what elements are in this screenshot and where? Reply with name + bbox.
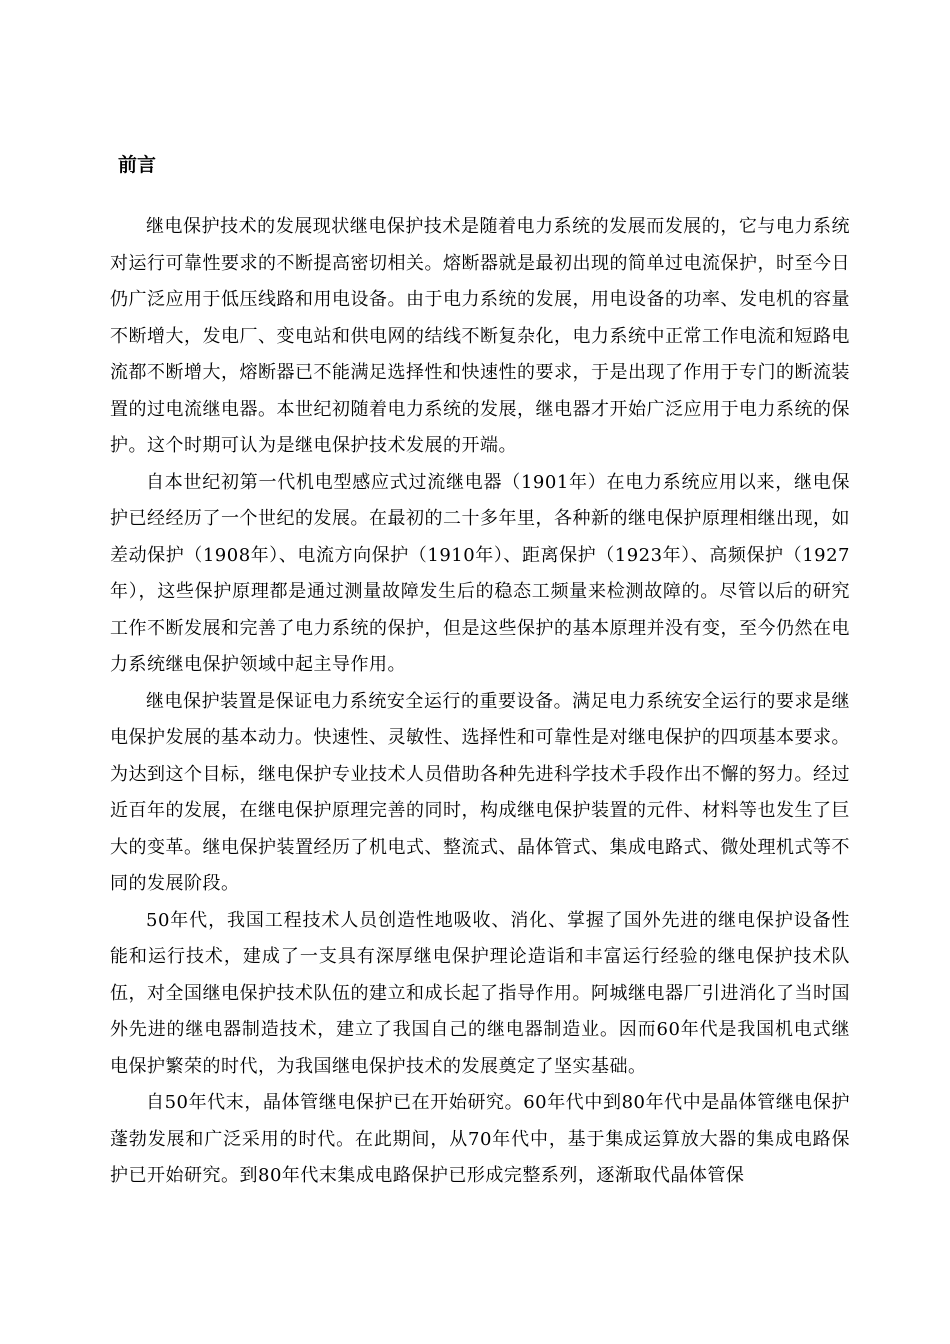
- paragraph-1: 继电保护技术的发展现状继电保护技术是随着电力系统的发展而发展的，它与电力系统对运行可靠性要求的不断提高密切相关。熔断器就是最初出现的简单过电流保护，时至今日仍广泛应用于低压线路和用电设备。由于电力系统的发展，用电设备的功率、发电机的容量不断增大，发电厂、变电站和供电网的结线不断复杂化，电力系统中正常工作电流和短路电流都不断增大，熔断器已不能满足选择性和快速性的要求，于是出现了作用于专门的断流装置的过电流继电器。本世纪初随着电力系统的发展，继电器才开始广泛应用于电力系统的保护。这个时期可认为是继电保护技术发展的开端。: [110, 216, 850, 456]
- paragraph-2: 自本世纪初第一代机电型感应式过流继电器（1901年）在电力系统应用以来，继电保护已经经历了一个世纪的发展。在最初的二十多年里，各种新的继电保护原理相继出现，如差动保护（1908年）、电流方向保护（1910年）、距离保护（1923年）、高频保护（1927年），这些保护原理都是通过测量故障发生后的稳态工频量来检测故障的。尽管以后的研究工作不断发展和完善了电力系统的保护，但是这些保护的基本原理并没有变，至今仍然在电力系统继电保护领域中起主导作用。: [110, 471, 850, 675]
- page-title: 前言: [118, 154, 157, 176]
- paragraph-4: 50年代，我国工程技术人员创造性地吸收、消化、掌握了国外先进的继电保护设备性能和运行技术，建成了一支具有深厚继电保护理论造诣和丰富运行经验的继电保护技术队伍，对全国继电保护技术队伍的建立和成长起了指导作用。阿城继电器厂引进消化了当时国外先进的继电器制造技术，建立了我国自己的继电器制造业。因而60年代是我国机电式继电保护繁荣的时代，为我国继电保护技术的发展奠定了坚实基础。: [110, 909, 850, 1077]
- body-text: [110, 209, 850, 1195]
- paragraph-5: 自50年代末，晶体管继电保护已在开始研究。60年代中到80年代中是晶体管继电保护蓬勃发展和广泛采用的时代。在此期间，从70年代中，基于集成运算放大器的集成电路保护已开始研究。到80年代末集成电路保护已形成完整系列，逐渐取代晶体管保: [110, 1092, 850, 1186]
- paragraph-3: 继电保护装置是保证电力系统安全运行的重要设备。满足电力系统安全运行的要求是继电保护发展的基本动力。快速性、灵敏性、选择性和可靠性是对继电保护的四项基本要求。为达到这个目标，继电保护专业技术人员借助各种先进科学技术手段作出不懈的努力。经过近百年的发展，在继电保护原理完善的同时，构成继电保护装置的元件、材料等也发生了巨大的变革。继电保护装置经历了机电式、整流式、晶体管式、集成电路式、微处理机式等不同的发展阶段。: [110, 690, 850, 894]
